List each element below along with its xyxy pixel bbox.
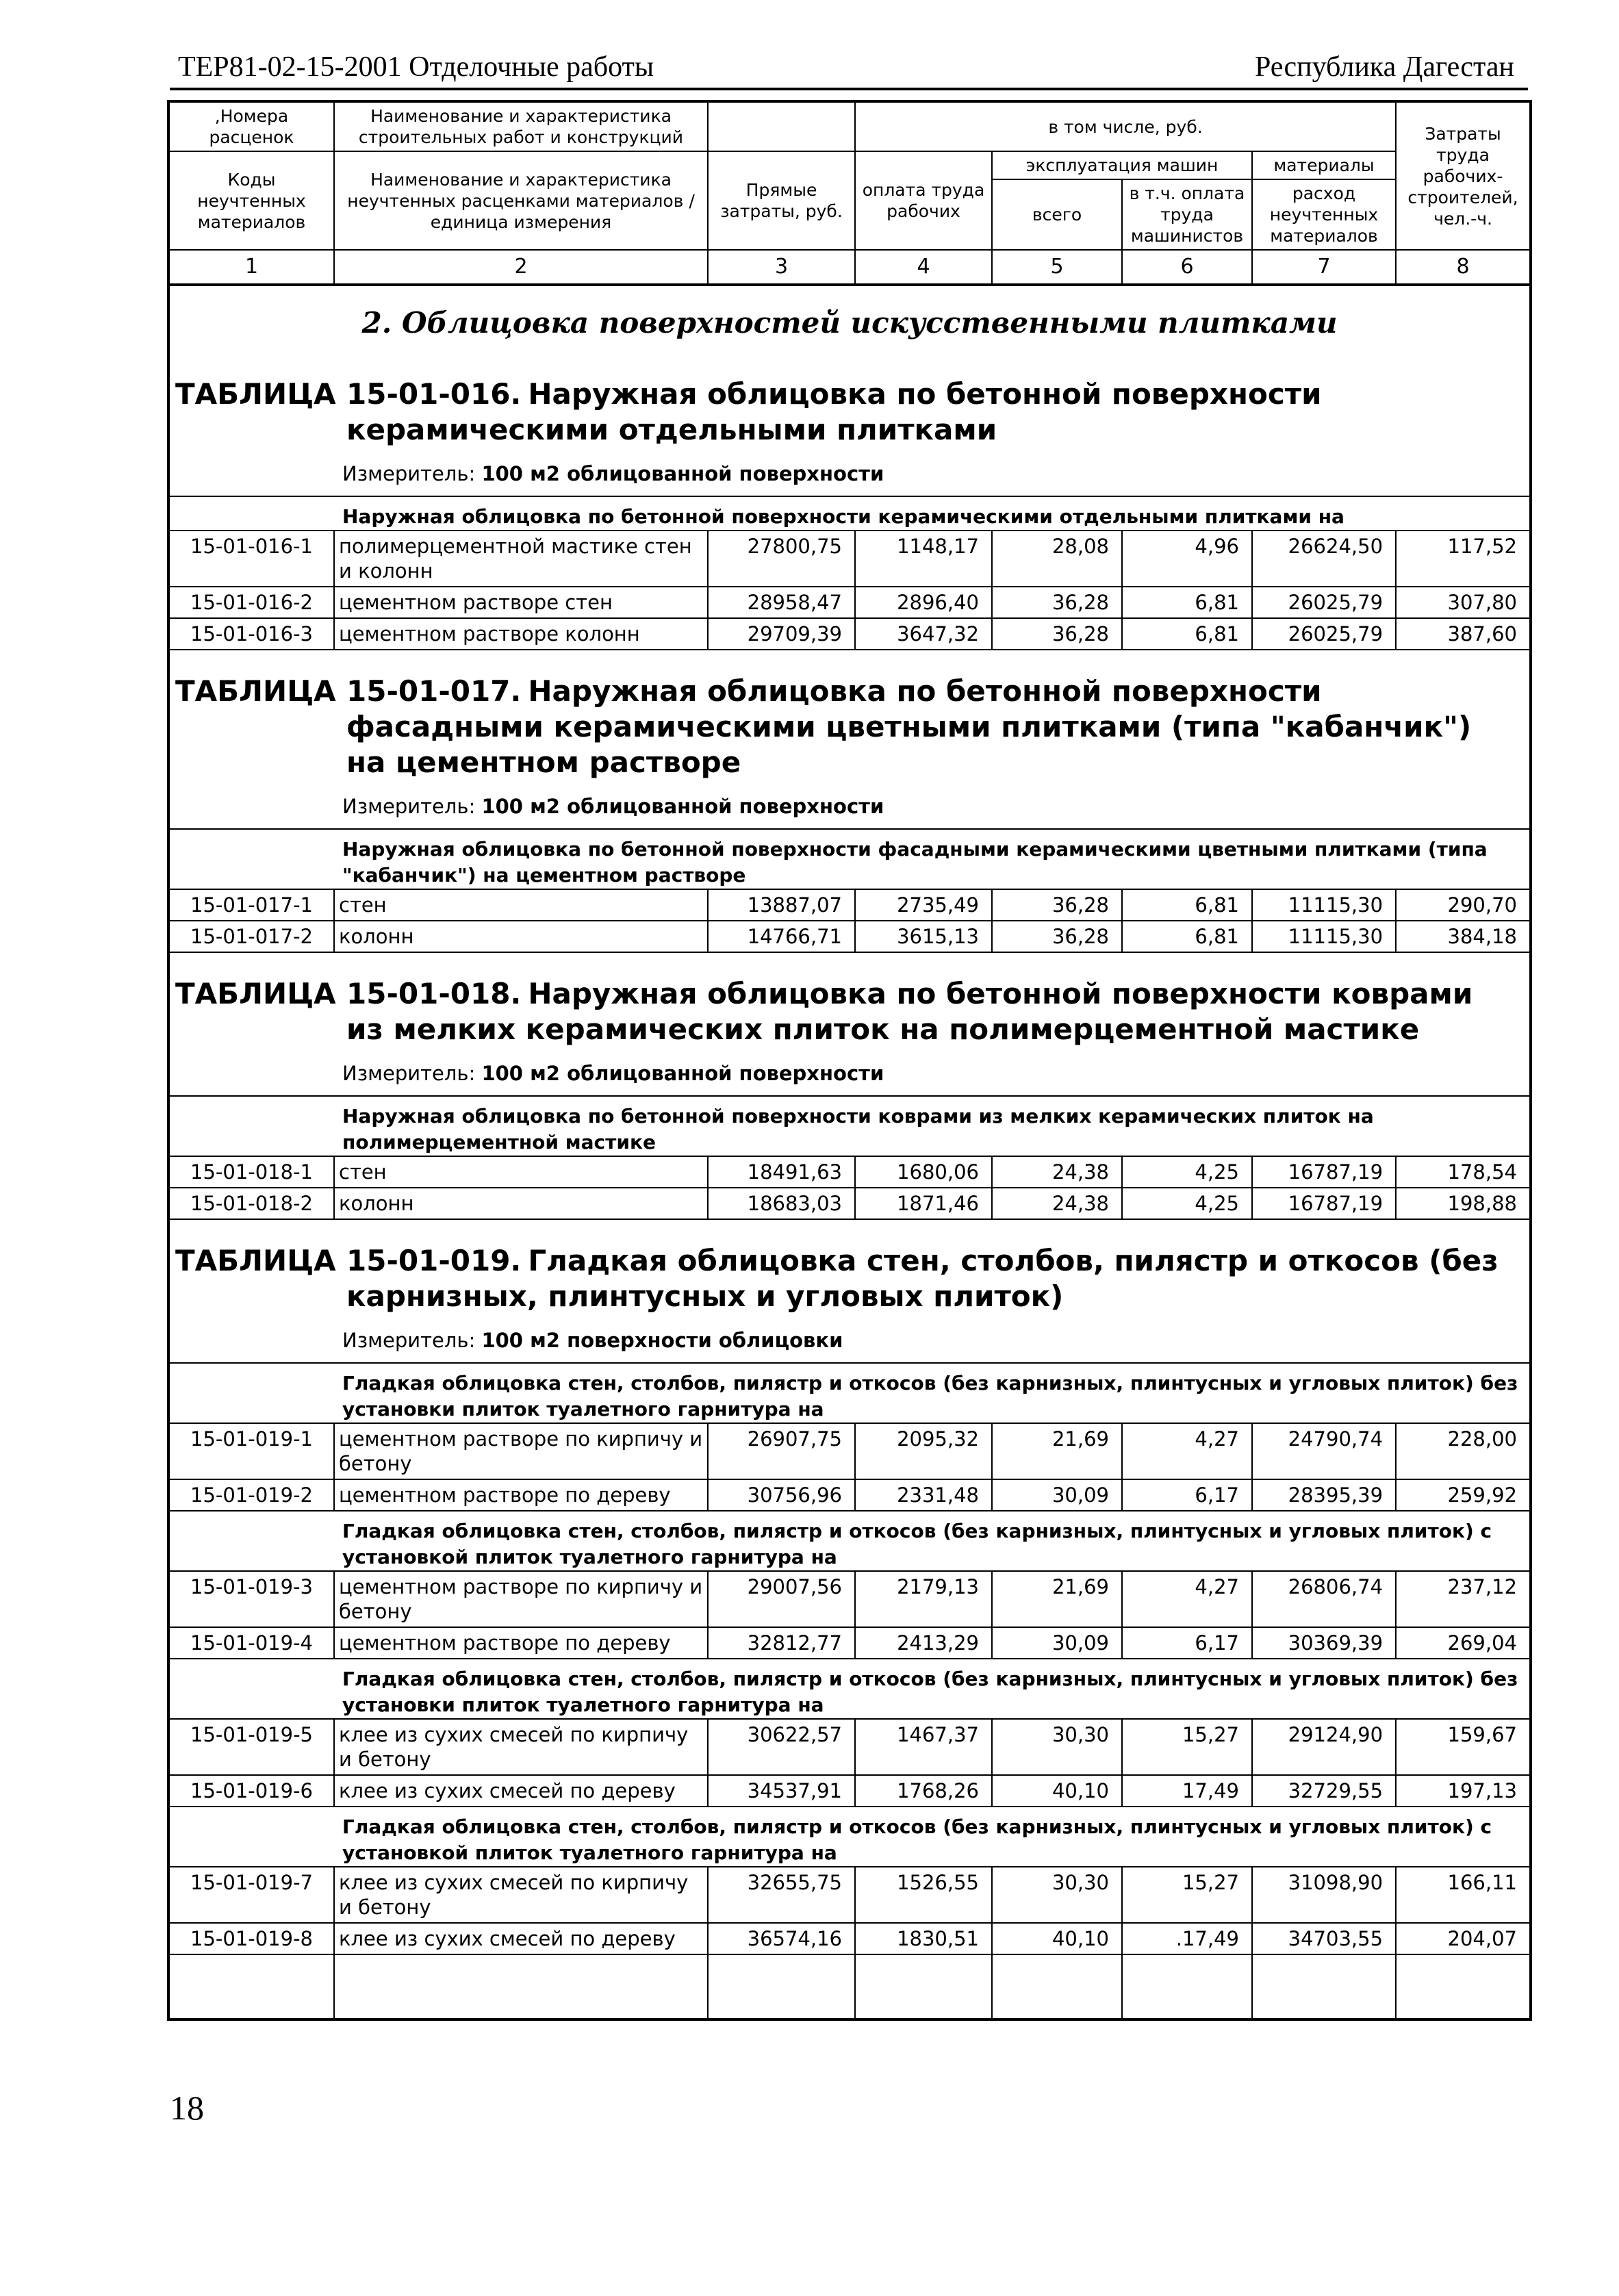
col-number: 4 bbox=[855, 250, 992, 285]
rate-code: 15-01-016-3 bbox=[168, 618, 334, 650]
value-c3: 32812,77 bbox=[708, 1627, 855, 1659]
value-c5: 21,69 bbox=[992, 1571, 1122, 1627]
work-name: цементном растворе по кирпичу и бетону bbox=[334, 1571, 708, 1627]
work-name: колонн bbox=[334, 921, 708, 952]
value-c8: 384,18 bbox=[1396, 921, 1531, 952]
value-c4: 1526,55 bbox=[855, 1867, 992, 1923]
value-c5: 36,28 bbox=[992, 587, 1122, 618]
value-c5: 30,30 bbox=[992, 1867, 1122, 1923]
value-c4: 2413,29 bbox=[855, 1627, 992, 1659]
value-c8: 387,60 bbox=[1396, 618, 1531, 650]
table-row bbox=[168, 1775, 1531, 1807]
value-c3: 14766,71 bbox=[708, 921, 855, 952]
rate-code: 15-01-017-1 bbox=[168, 889, 334, 921]
value-c5: 30,09 bbox=[992, 1479, 1122, 1511]
rate-code: 15-01-019-2 bbox=[168, 1479, 334, 1511]
table-title: Гладкая облицовка стен, столбов, пилястр и откосов (без карнизных, плинтусных и угловых плиток) bbox=[346, 1244, 1499, 1313]
col3-header-blank bbox=[708, 101, 855, 151]
empty-cell bbox=[1252, 1954, 1396, 2019]
group-header-row bbox=[168, 496, 1531, 531]
work-name: клее из сухих смесей по кирпичу и бетону bbox=[334, 1719, 708, 1775]
section-row bbox=[168, 285, 1531, 353]
value-c3: 18491,63 bbox=[708, 1156, 855, 1188]
value-c7: 29124,90 bbox=[1252, 1719, 1396, 1775]
value-c3: 18683,03 bbox=[708, 1188, 855, 1219]
work-name: цементном растворе по дереву bbox=[334, 1479, 708, 1511]
value-c4: 1830,51 bbox=[855, 1923, 992, 1954]
table-title-cell bbox=[168, 952, 1531, 1054]
rate-code: 15-01-016-2 bbox=[168, 587, 334, 618]
table-row bbox=[168, 1867, 1531, 1923]
col1-header-bottom: Коды неучтенных материалов bbox=[168, 151, 334, 250]
value-c7: 34703,55 bbox=[1252, 1923, 1396, 1954]
rate-code: 15-01-019-1 bbox=[168, 1423, 334, 1479]
col-number: 1 bbox=[168, 250, 334, 285]
rates-table bbox=[167, 100, 1532, 2021]
table-label: ТАБЛИЦА bbox=[175, 977, 336, 1010]
value-c4: 1148,17 bbox=[855, 531, 992, 587]
value-c6: 15,27 bbox=[1122, 1719, 1252, 1775]
rate-code: 15-01-018-1 bbox=[168, 1156, 334, 1188]
col-number: 6 bbox=[1122, 250, 1252, 285]
work-name: колонн bbox=[334, 1188, 708, 1219]
table-title: Наружная облицовка по бетонной поверхности фасадными керамическими цветными плитками (типа "кабанчик") на цементном растворе bbox=[346, 674, 1472, 779]
table-title-cell bbox=[168, 353, 1531, 455]
table-row bbox=[168, 1188, 1531, 1219]
table-row bbox=[168, 1571, 1531, 1627]
value-c6: 6,81 bbox=[1122, 618, 1252, 650]
group-header-row bbox=[168, 1363, 1531, 1423]
measure-row bbox=[168, 1054, 1531, 1096]
col-number: 7 bbox=[1252, 250, 1396, 285]
table-title-text bbox=[346, 377, 1503, 448]
value-c8: 237,12 bbox=[1396, 1571, 1531, 1627]
value-c6: 4,27 bbox=[1122, 1571, 1252, 1627]
value-c5: 40,10 bbox=[992, 1923, 1122, 1954]
empty-cell bbox=[992, 1954, 1122, 2019]
col2-header-bottom: Наименование и характеристика неучтенных расценками материалов / единица измерения bbox=[334, 151, 708, 250]
value-c4: 2331,48 bbox=[855, 1479, 992, 1511]
work-name: стен bbox=[334, 1156, 708, 1188]
machines-header: эксплуатация машин bbox=[992, 151, 1252, 179]
measure-label: Измеритель: bbox=[342, 1329, 476, 1352]
value-c6: .17,49 bbox=[1122, 1923, 1252, 1954]
value-c6: 4,25 bbox=[1122, 1188, 1252, 1219]
value-c6: 17,49 bbox=[1122, 1775, 1252, 1807]
value-c8: 307,80 bbox=[1396, 587, 1531, 618]
measure-value: 100 м2 облицованной поверхности bbox=[481, 795, 884, 818]
group-header: Наружная облицовка по бетонной поверхности керамическими отдельными плитками на bbox=[168, 496, 1531, 531]
table-title-row bbox=[168, 1219, 1531, 1321]
col-number: 3 bbox=[708, 250, 855, 285]
group-header-row bbox=[168, 1511, 1531, 1571]
measure-value: 100 м2 облицованной поверхности bbox=[481, 1062, 884, 1085]
group-header-row bbox=[168, 829, 1531, 889]
value-c7: 16787,19 bbox=[1252, 1156, 1396, 1188]
col-number: 5 bbox=[992, 250, 1122, 285]
rate-code: 15-01-016-1 bbox=[168, 531, 334, 587]
table-row bbox=[168, 1156, 1531, 1188]
group-header-row bbox=[168, 1659, 1531, 1719]
group-header: Гладкая облицовка стен, столбов, пилястр и откосов (без карнизных, плинтусных и угловых плиток) без установки плиток туалетного гарнитура на bbox=[168, 1659, 1531, 1719]
table-title-text bbox=[346, 1243, 1503, 1314]
table-row bbox=[168, 1423, 1531, 1479]
measure-cell bbox=[168, 1321, 1531, 1363]
value-c5: 21,69 bbox=[992, 1423, 1122, 1479]
rate-code: 15-01-019-3 bbox=[168, 1571, 334, 1627]
value-c6: 4,96 bbox=[1122, 531, 1252, 587]
rate-code: 15-01-019-7 bbox=[168, 1867, 334, 1923]
value-c5: 24,38 bbox=[992, 1188, 1122, 1219]
table-title-cell bbox=[168, 1219, 1531, 1321]
value-c7: 26806,74 bbox=[1252, 1571, 1396, 1627]
value-c8: 204,07 bbox=[1396, 1923, 1531, 1954]
table-title-row bbox=[168, 952, 1531, 1054]
work-name: клее из сухих смесей по дереву bbox=[334, 1775, 708, 1807]
value-c4: 2896,40 bbox=[855, 587, 992, 618]
rate-code: 15-01-019-4 bbox=[168, 1627, 334, 1659]
measure-cell bbox=[168, 1054, 1531, 1096]
value-c3: 13887,07 bbox=[708, 889, 855, 921]
value-c8: 259,92 bbox=[1396, 1479, 1531, 1511]
col8-header: Затраты труда рабочих-строителей, чел.-ч. bbox=[1396, 101, 1531, 250]
value-c8: 166,11 bbox=[1396, 1867, 1531, 1923]
value-c3: 27800,75 bbox=[708, 531, 855, 587]
rate-code: 15-01-019-6 bbox=[168, 1775, 334, 1807]
value-c4: 1467,37 bbox=[855, 1719, 992, 1775]
value-c3: 36574,16 bbox=[708, 1923, 855, 1954]
value-c5: 30,09 bbox=[992, 1627, 1122, 1659]
empty-cell bbox=[1396, 1954, 1531, 2019]
table-row bbox=[168, 1479, 1531, 1511]
value-c7: 28395,39 bbox=[1252, 1479, 1396, 1511]
col-number: 8 bbox=[1396, 250, 1531, 285]
work-name: цементном растворе по кирпичу и бетону bbox=[334, 1423, 708, 1479]
page-number: 18 bbox=[170, 2089, 204, 2127]
section-title: 2. Облицовка поверхностей искусственными плитками bbox=[361, 306, 1338, 340]
value-c4: 2735,49 bbox=[855, 889, 992, 921]
col6-header: в т.ч. оплата труда машинистов bbox=[1122, 179, 1252, 250]
table-title-text bbox=[346, 976, 1503, 1047]
table-title: Наружная облицовка по бетонной поверхности коврами из мелких керамических плиток на полимерцементной мастике bbox=[346, 977, 1473, 1046]
col4-header: оплата труда рабочих bbox=[855, 151, 992, 250]
value-c3: 28958,47 bbox=[708, 587, 855, 618]
table-title-cell bbox=[168, 650, 1531, 787]
rate-code: 15-01-018-2 bbox=[168, 1188, 334, 1219]
measure-row bbox=[168, 455, 1531, 496]
value-c6: 15,27 bbox=[1122, 1867, 1252, 1923]
table-row bbox=[168, 1719, 1531, 1775]
measure-cell bbox=[168, 787, 1531, 829]
table-row bbox=[168, 889, 1531, 921]
materials-header: материалы bbox=[1252, 151, 1396, 179]
work-name: цементном растворе колонн bbox=[334, 618, 708, 650]
table-row bbox=[168, 1627, 1531, 1659]
value-c3: 30756,96 bbox=[708, 1479, 855, 1511]
column-numbers-row bbox=[168, 250, 1531, 285]
value-c5: 24,38 bbox=[992, 1156, 1122, 1188]
measure-value: 100 м2 облицованной поверхности bbox=[481, 462, 884, 485]
table-code: 15-01-018. bbox=[346, 977, 522, 1010]
work-name: стен bbox=[334, 889, 708, 921]
empty-cell bbox=[855, 1954, 992, 2019]
value-c7: 11115,30 bbox=[1252, 921, 1396, 952]
value-c8: 290,70 bbox=[1396, 889, 1531, 921]
value-c5: 28,08 bbox=[992, 531, 1122, 587]
value-c6: 4,27 bbox=[1122, 1423, 1252, 1479]
col3-header: Прямые затраты, руб. bbox=[708, 151, 855, 250]
measure-label: Измеритель: bbox=[342, 795, 476, 818]
table-label: ТАБЛИЦА bbox=[175, 1244, 336, 1277]
table-title-text bbox=[346, 674, 1503, 780]
table-code: 15-01-017. bbox=[346, 674, 522, 708]
running-header bbox=[170, 44, 1528, 90]
col1-header-top: ,Номера расценок bbox=[168, 101, 334, 151]
table-code: 15-01-019. bbox=[346, 1244, 522, 1277]
value-c4: 3615,13 bbox=[855, 921, 992, 952]
included-header: в том числе, руб. bbox=[855, 101, 1396, 151]
group-header-row bbox=[168, 1807, 1531, 1867]
group-header: Наружная облицовка по бетонной поверхности фасадными керамическими цветными плитками (типа "кабанчик") на цементном растворе bbox=[168, 829, 1531, 889]
measure-label: Измеритель: bbox=[342, 462, 476, 485]
empty-cell bbox=[708, 1954, 855, 2019]
header-right: Республика Дагестан bbox=[1254, 51, 1514, 83]
table-code: 15-01-016. bbox=[346, 377, 522, 411]
col7-header: расход неучтенных материалов bbox=[1252, 179, 1396, 250]
value-c7: 24790,74 bbox=[1252, 1423, 1396, 1479]
table-row bbox=[168, 618, 1531, 650]
value-c6: 6,81 bbox=[1122, 587, 1252, 618]
col-number: 2 bbox=[334, 250, 708, 285]
table-title-row bbox=[168, 650, 1531, 787]
value-c4: 1871,46 bbox=[855, 1188, 992, 1219]
group-header: Наружная облицовка по бетонной поверхности коврами из мелких керамических плиток на полимерцементной мастике bbox=[168, 1096, 1531, 1156]
value-c3: 26907,75 bbox=[708, 1423, 855, 1479]
value-c3: 29007,56 bbox=[708, 1571, 855, 1627]
work-name: цементном растворе стен bbox=[334, 587, 708, 618]
value-c8: 159,67 bbox=[1396, 1719, 1531, 1775]
value-c6: 6,81 bbox=[1122, 889, 1252, 921]
value-c3: 29709,39 bbox=[708, 618, 855, 650]
measure-label: Измеритель: bbox=[342, 1062, 476, 1085]
table-row bbox=[168, 587, 1531, 618]
table-row bbox=[168, 531, 1531, 587]
empty-row bbox=[168, 1954, 1531, 2019]
empty-cell bbox=[1122, 1954, 1252, 2019]
value-c5: 36,28 bbox=[992, 889, 1122, 921]
group-header: Гладкая облицовка стен, столбов, пилястр и откосов (без карнизных, плинтусных и угловых плиток) без установки плиток туалетного гарнитура на bbox=[168, 1363, 1531, 1423]
value-c6: 4,25 bbox=[1122, 1156, 1252, 1188]
empty-cell bbox=[168, 1954, 334, 2019]
table-label: ТАБЛИЦА bbox=[175, 674, 336, 708]
value-c4: 3647,32 bbox=[855, 618, 992, 650]
value-c7: 26025,79 bbox=[1252, 618, 1396, 650]
measure-row bbox=[168, 787, 1531, 829]
value-c5: 30,30 bbox=[992, 1719, 1122, 1775]
value-c8: 178,54 bbox=[1396, 1156, 1531, 1188]
value-c7: 31098,90 bbox=[1252, 1867, 1396, 1923]
value-c5: 36,28 bbox=[992, 618, 1122, 650]
rate-code: 15-01-019-8 bbox=[168, 1923, 334, 1954]
value-c7: 30369,39 bbox=[1252, 1627, 1396, 1659]
measure-row bbox=[168, 1321, 1531, 1363]
value-c8: 269,04 bbox=[1396, 1627, 1531, 1659]
value-c7: 11115,30 bbox=[1252, 889, 1396, 921]
work-name: цементном растворе по дереву bbox=[334, 1627, 708, 1659]
table-title-row bbox=[168, 353, 1531, 455]
value-c3: 32655,75 bbox=[708, 1867, 855, 1923]
value-c6: 6,81 bbox=[1122, 921, 1252, 952]
value-c4: 1768,26 bbox=[855, 1775, 992, 1807]
value-c8: 228,00 bbox=[1396, 1423, 1531, 1479]
work-name: клее из сухих смесей по дереву bbox=[334, 1923, 708, 1954]
value-c3: 30622,57 bbox=[708, 1719, 855, 1775]
group-header: Гладкая облицовка стен, столбов, пилястр и откосов (без карнизных, плинтусных и угловых плиток) с установкой плиток туалетного гарнитура на bbox=[168, 1807, 1531, 1867]
value-c3: 34537,91 bbox=[708, 1775, 855, 1807]
value-c8: 117,52 bbox=[1396, 531, 1531, 587]
value-c8: 198,88 bbox=[1396, 1188, 1531, 1219]
value-c5: 36,28 bbox=[992, 921, 1122, 952]
value-c8: 197,13 bbox=[1396, 1775, 1531, 1807]
group-header: Гладкая облицовка стен, столбов, пилястр и откосов (без карнизных, плинтусных и угловых плиток) с установкой плиток туалетного гарнитура на bbox=[168, 1511, 1531, 1571]
measure-cell bbox=[168, 455, 1531, 496]
value-c4: 2095,32 bbox=[855, 1423, 992, 1479]
empty-cell bbox=[334, 1954, 708, 2019]
value-c7: 26025,79 bbox=[1252, 587, 1396, 618]
work-name: полимерцементной мастике стен и колонн bbox=[334, 531, 708, 587]
rate-code: 15-01-019-5 bbox=[168, 1719, 334, 1775]
value-c4: 1680,06 bbox=[855, 1156, 992, 1188]
rate-code: 15-01-017-2 bbox=[168, 921, 334, 952]
value-c7: 32729,55 bbox=[1252, 1775, 1396, 1807]
value-c4: 2179,13 bbox=[855, 1571, 992, 1627]
table-title: Наружная облицовка по бетонной поверхности керамическими отдельными плитками bbox=[346, 377, 1322, 446]
value-c6: 6,17 bbox=[1122, 1479, 1252, 1511]
col2-header-top: Наименование и характеристика строительных работ и конструкций bbox=[334, 101, 708, 151]
value-c6: 6,17 bbox=[1122, 1627, 1252, 1659]
table-label: ТАБЛИЦА bbox=[175, 377, 336, 411]
col5-header: всего bbox=[992, 179, 1122, 250]
value-c5: 40,10 bbox=[992, 1775, 1122, 1807]
table-row bbox=[168, 1923, 1531, 1954]
value-c7: 16787,19 bbox=[1252, 1188, 1396, 1219]
value-c7: 26624,50 bbox=[1252, 531, 1396, 587]
measure-value: 100 м2 поверхности облицовки bbox=[481, 1329, 843, 1352]
header-left: ТЕР81-02-15-2001 Отделочные работы bbox=[178, 51, 654, 83]
table-row bbox=[168, 921, 1531, 952]
work-name: клее из сухих смесей по кирпичу и бетону bbox=[334, 1867, 708, 1923]
group-header-row bbox=[168, 1096, 1531, 1156]
